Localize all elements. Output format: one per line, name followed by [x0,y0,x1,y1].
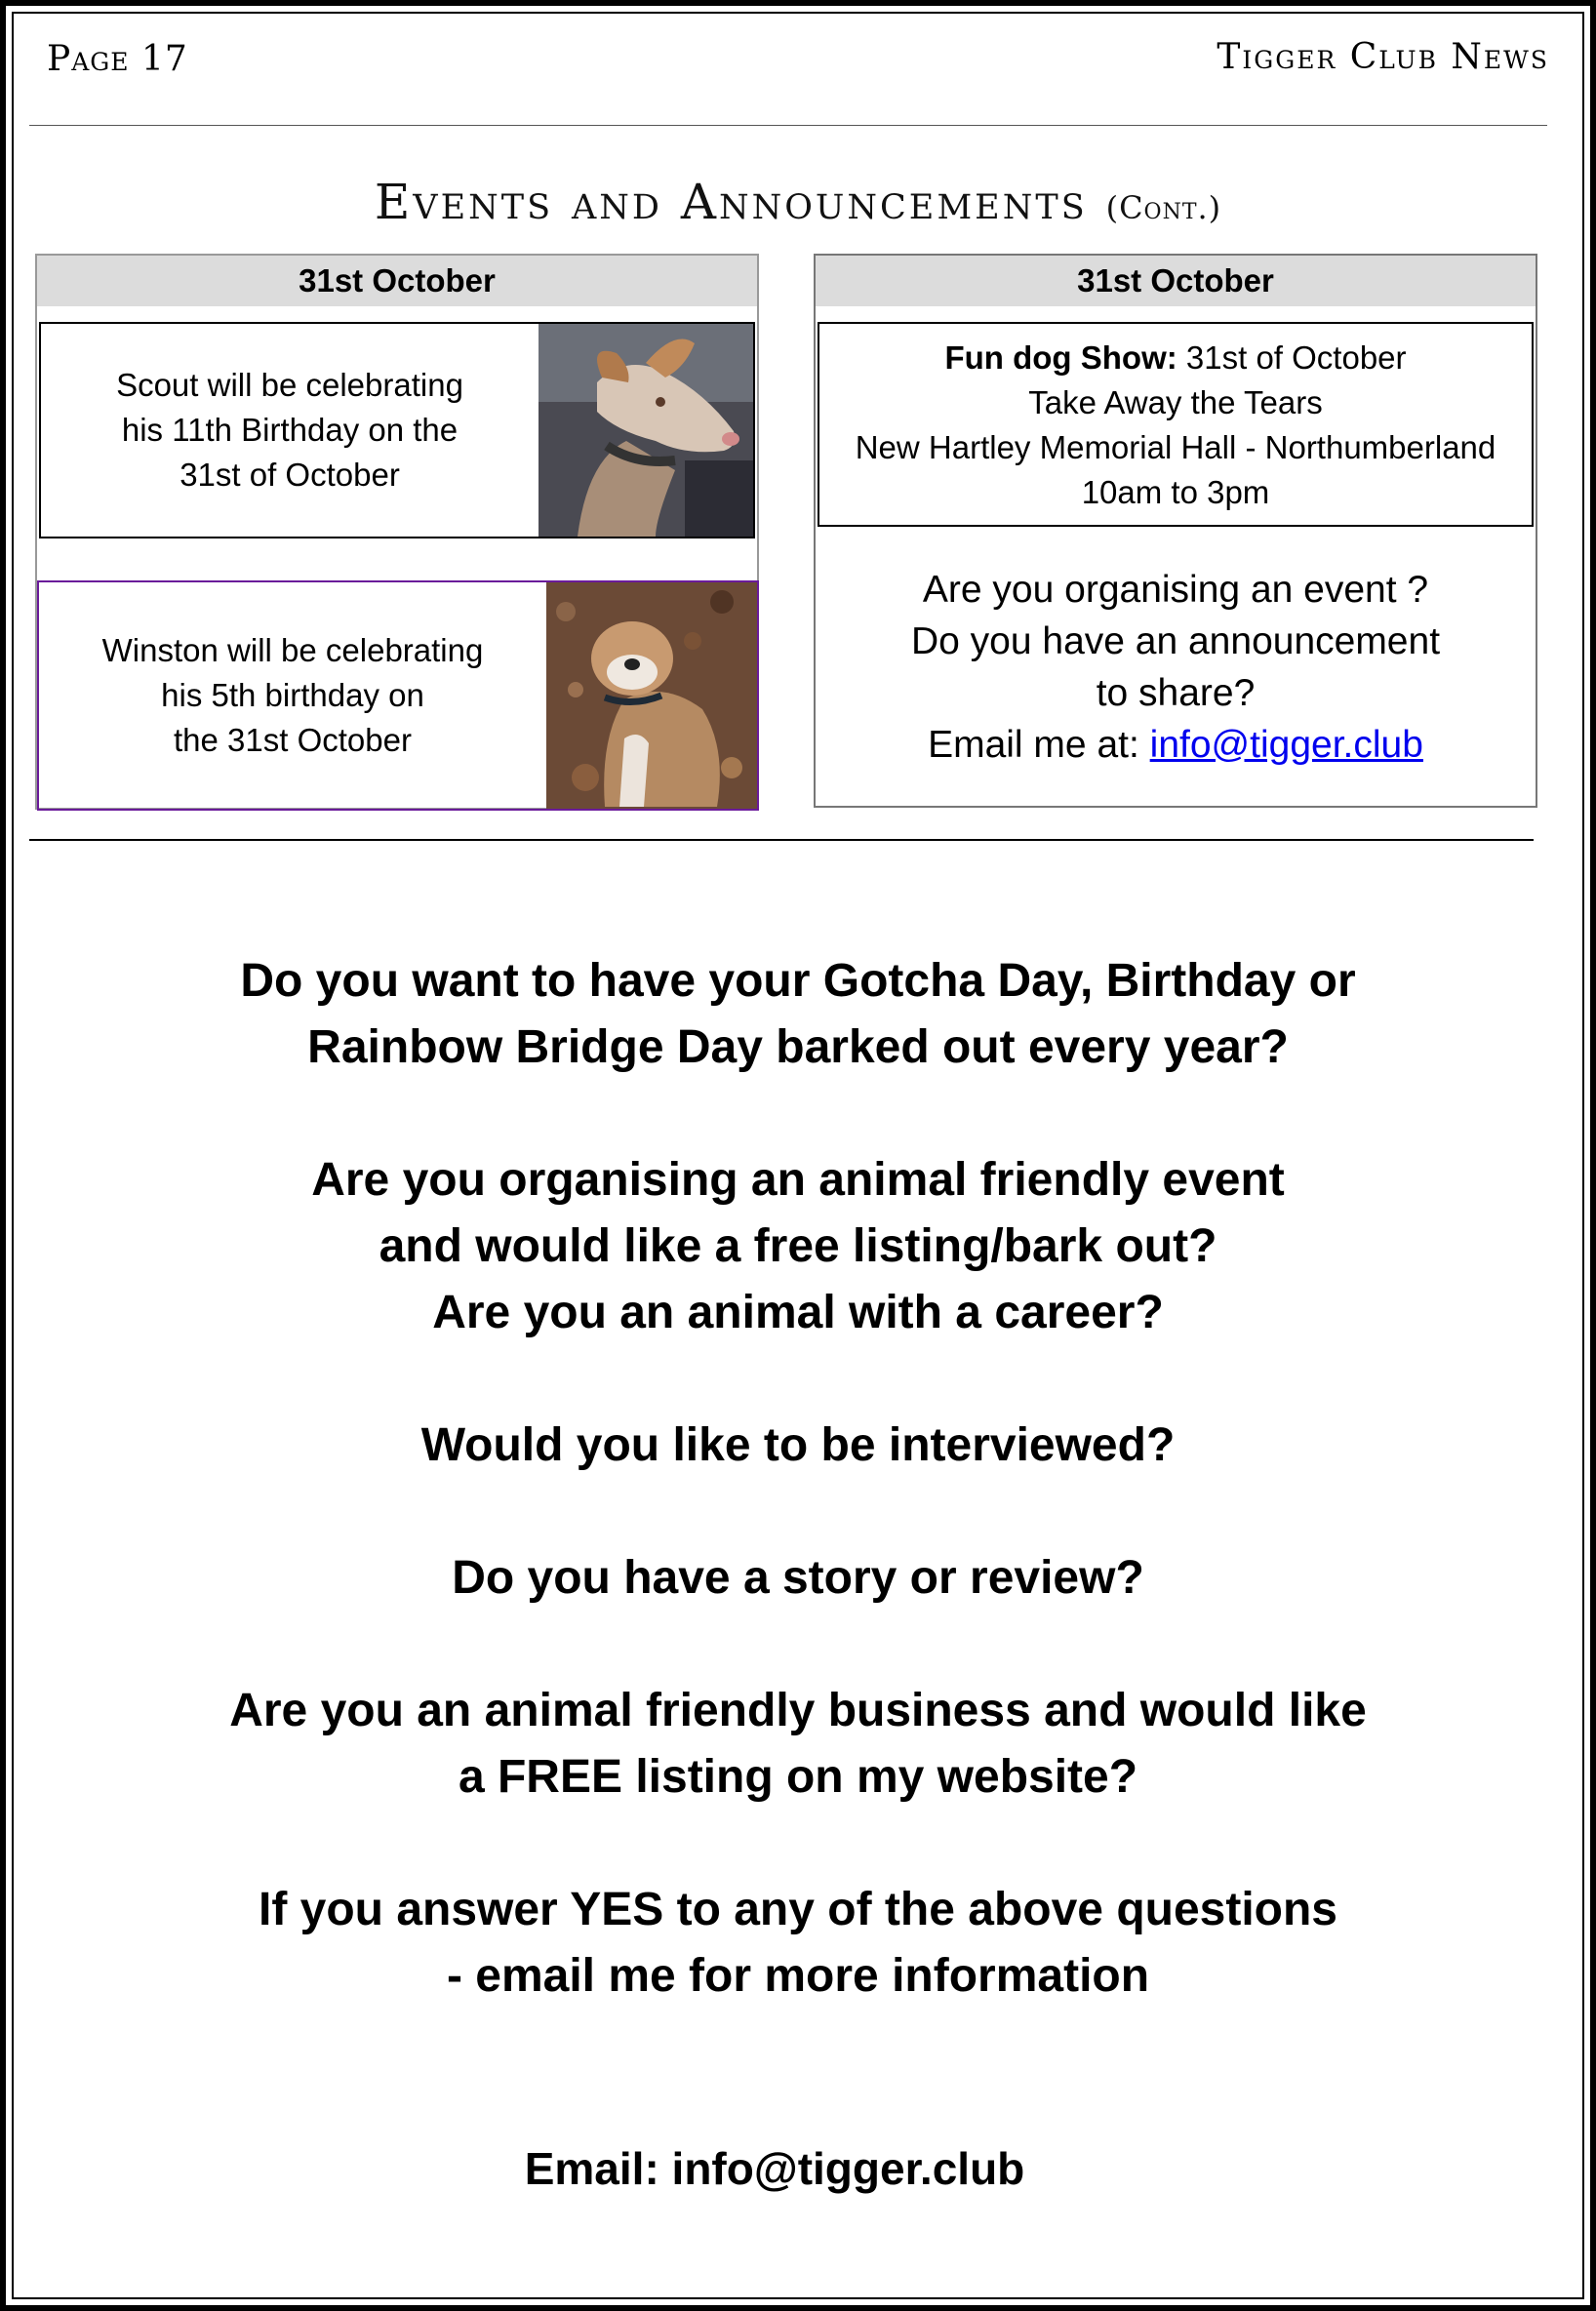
promo-line: and would like a free listing/bark out? [379,1220,1217,1272]
cta-line: Do you have an announcement [910,620,1441,662]
announcement-call-to-action [816,564,1536,771]
birthday-card-scout [39,322,755,538]
date-heading: 31st October [37,256,757,306]
event-date: 31st of October [1177,339,1407,376]
section-title [0,174,1596,230]
birthday-text [41,324,539,537]
events-column [814,254,1537,808]
email-link[interactable]: info@tigger.club [1149,724,1423,766]
birthday-card-winston [37,580,759,811]
promo-paragraph [0,948,1596,1081]
promo-paragraph [0,1147,1596,1346]
promo-line: Would you like to be interviewed? [420,1419,1176,1471]
promo-paragraph [0,1678,1596,1811]
event-name-line [819,336,1532,380]
cta-email-line [816,719,1536,771]
event-venue: New Hartley Memorial Hall - Northumberland [855,429,1496,465]
birthday-line: his 11th Birthday on the [121,412,459,448]
promo-line: Are you organising an animal friendly event [311,1154,1285,1206]
promo-line: a FREE listing on my website? [458,1751,1138,1803]
promo-line: Are you an animal with a career? [432,1287,1164,1338]
newsletter-title: Tigger Club News [1217,37,1549,77]
event-listing [818,322,1534,527]
promo-paragraph [0,1413,1596,1479]
section-title-suffix: (Cont.) [1105,189,1222,226]
birthday-line: Scout will be celebrating [116,367,463,403]
birthday-text [39,582,546,809]
promo-block [0,948,1596,2076]
promo-line: Rainbow Bridge Day barked out every year? [307,1021,1289,1073]
birthday-line: Winston will be celebrating [101,632,484,668]
date-heading: 31st October [816,256,1536,306]
event-name: Fun dog Show: [944,339,1177,376]
header-divider [29,125,1547,126]
promo-line: - email me for more information [446,1950,1150,2002]
section-divider [29,839,1534,841]
birthday-line: his 5th birthday on [161,677,424,713]
dog-photo-winston [546,582,757,809]
page-number: Page 17 [47,39,188,79]
dog-photo-scout [539,324,753,537]
event-time: 10am to 3pm [1081,474,1270,510]
cta-line: Are you organising an event ? [922,569,1429,611]
promo-paragraph [0,1545,1596,1612]
promo-line: Do you want to have your Gotcha Day, Birthday or [240,955,1356,1007]
event-organiser: Take Away the Tears [1028,384,1323,420]
birthday-line: 31st of October [180,457,400,493]
promo-line: If you answer YES to any of the above questions [258,1884,1337,1935]
birthdays-column [35,254,759,810]
cta-line: to share? [1096,672,1256,714]
section-title-text: Events and Announcements [374,174,1088,230]
promo-line: Are you an animal friendly business and would like [229,1685,1367,1736]
contact-email: Email: info@tigger.club [524,2143,1025,2194]
birthday-line: the 31st October [174,722,412,758]
promo-paragraph [0,1877,1596,2010]
cta-email-prefix: Email me at: [928,724,1150,766]
promo-line: Do you have a story or review? [452,1552,1144,1604]
